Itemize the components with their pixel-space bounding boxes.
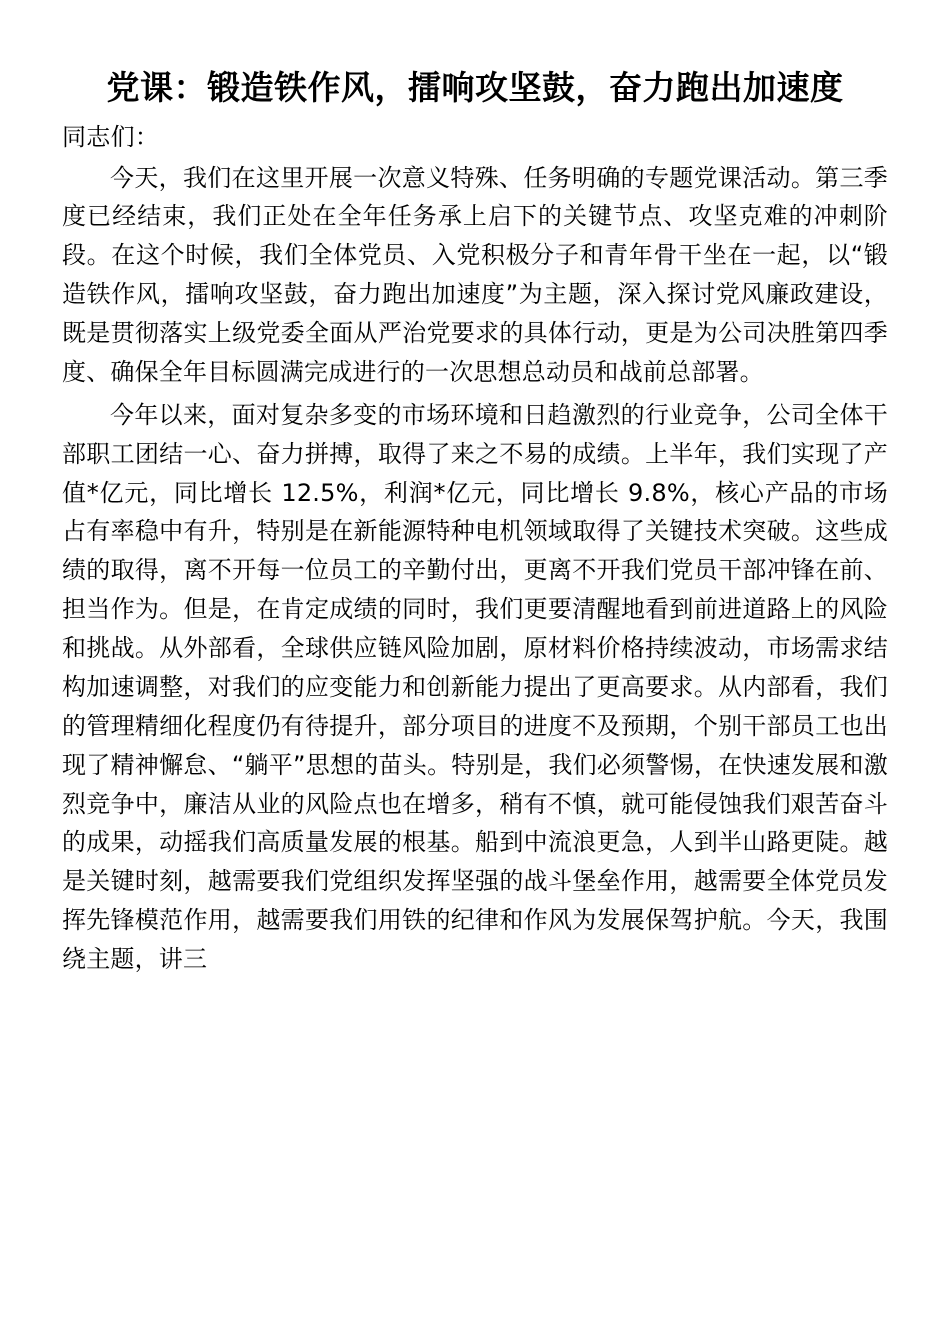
- page-title: 党课：锻造铁作风，擂响攻坚鼓，奋力跑出加速度: [106, 68, 844, 107]
- body-paragraph-2: 今年以来，面对复杂多变的市场环境和日趋激烈的行业竞争，公司全体干部职工团结一心、奋力拼搏，取得了来之不易的成绩。上半年，我们实现了产值*亿元，同比增长 12.5%，利润*亿元，同比增长 9.8%，核心产品的市场占有率稳中有升，特别是在新能源特种电机领域取得了关键技术突破。这些成绩的取得，离不开每一位员工的辛勤付出，更离不开我们党员干部冲锋在前、担当作为。但是，在肯定成绩的同时，我们更要清醒地看到前进道路上的风险和挑战。从外部看，全球供应链风险加剧，原材料价格持续波动，市场需求结构加速调整，对我们的应变能力和创新能力提出了更高要求。从内部看，我们的管理精细化程度仍有待提升，部分项目的进度不及预期，个别干部员工也出现了精神懈怠、“躺平”思想的苗头。特别是，我们必须警惕，在快速发展和激烈竞争中，廉洁从业的风险点也在增多，稍有不慎，就可能侵蚀我们艰苦奋斗的成果，动摇我们高质量发展的根基。船到中流浪更急，人到半山路更陡。越是关键时刻，越需要我们党组织发挥坚强的战斗堡垒作用，越需要全体党员发挥先锋模范作用，越需要我们用铁的纪律和作风为发展保驾护航。今天，我围绕主题，讲三: [62, 400, 888, 974]
- body-paragraph-1: 今天，我们在这里开展一次意义特殊、任务明确的专题党课活动。第三季度已经结束，我们正处在全年任务承上启下的关键节点、攻坚克难的冲刺阶段。在这个时候，我们全体党员、入党积极分子和青年骨干坐在一起，以“锻造铁作风，擂响攻坚鼓，奋力跑出加速度”为主题，深入探讨党风廉政建设，既是贯彻落实上级党委全面从严治党要求的具体行动，更是为公司决胜第四季度、确保全年目标圆满完成进行的一次思想总动员和战前总部署。: [62, 163, 888, 386]
- salutation: 同志们：: [62, 122, 160, 151]
